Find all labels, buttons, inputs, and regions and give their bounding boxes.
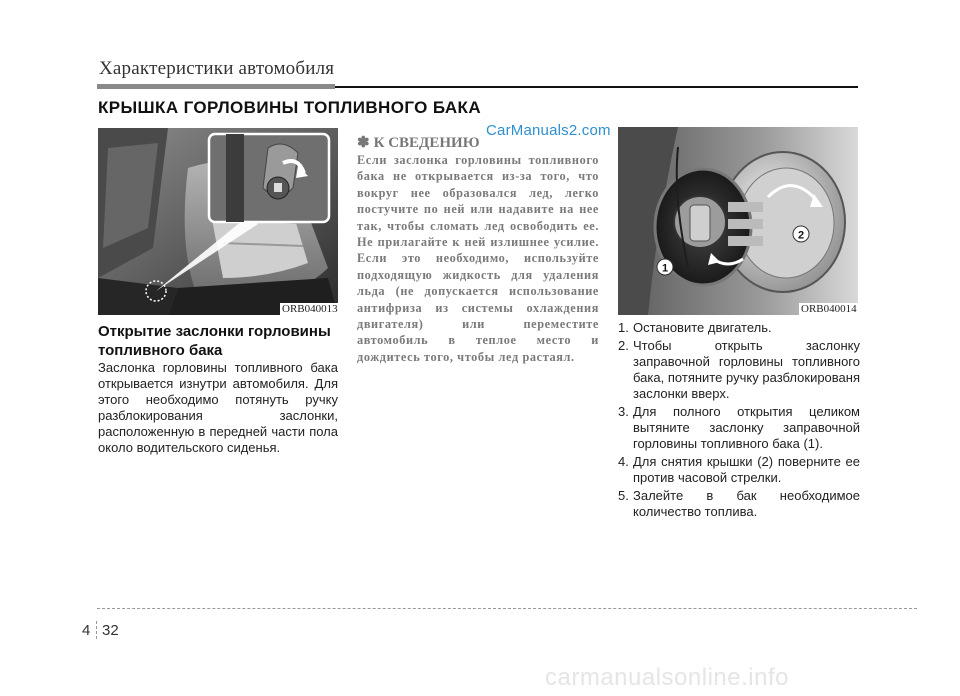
fuel-door-illustration	[618, 127, 858, 315]
callout-1: 1	[661, 262, 669, 275]
step-text: Залейте в бак необходимое количество топлива.	[633, 488, 860, 519]
step-number: 2.	[618, 338, 629, 353]
site-watermark: carmanualsonline.info	[545, 664, 789, 691]
chapter-title: Характеристики автомобиля	[99, 58, 335, 79]
step-text: Чтобы открыть заслонку заправочной горловины топливного бака, потяните ручку разблокированя заслонки вверх.	[633, 338, 860, 401]
interior-lever-illustration	[98, 128, 338, 315]
opening-description: Заслонка горловины топливного бака открывается изнутри автомобиля. Для этого необходимо потянуть ручку разблокирования заслонки, расположенную в передней части пола около водительского сиденья.	[98, 360, 338, 455]
step-number: 5.	[618, 488, 629, 503]
header-rule	[335, 86, 858, 88]
info-text: Если заслонка горловины топливного бака не открывается из-за того, что вокруг нее образовался лед, легко постучите по ней или надавите на нее так, чтобы сломать лед освободить ее. Не прилагайте к ней излишнее усилие. Если это необходимо, используйте подходящую жидкость для удаления льда (не допускается использование антифриза из системы охлаждения двигателя) или переместите автомобиль в теплое место и дождитесь того, чтобы лед растаял.	[357, 153, 599, 364]
footer-rule	[97, 608, 917, 609]
asterisk-icon: ✽	[357, 135, 370, 151]
left-photo-caption: ORB040013	[282, 303, 338, 315]
subheading-opening: Открытие заслонки горловины топливного бака	[98, 323, 331, 359]
step-text: Для снятия крышки (2) поверните ее против часовой стрелки.	[633, 454, 860, 485]
steps-list	[618, 320, 860, 522]
section-title: КРЫШКА ГОРЛОВИНЫ ТОПЛИВНОГО БАКА	[98, 98, 481, 117]
fuel-door-photo	[618, 127, 858, 315]
step-number: 1.	[618, 320, 629, 335]
info-heading	[357, 133, 480, 152]
page-separator	[96, 621, 98, 639]
list-item	[618, 338, 860, 402]
interior-lever-photo	[98, 128, 338, 315]
callout-2: 2	[797, 229, 805, 242]
list-item	[618, 320, 860, 336]
list-item	[618, 404, 860, 452]
chapter-number: 4	[82, 622, 91, 639]
step-text: Остановите двигатель.	[633, 320, 772, 335]
list-item	[618, 454, 860, 486]
info-heading-label: К СВЕДЕНИЮ	[373, 135, 480, 151]
step-number: 3.	[618, 404, 629, 419]
watermark-link[interactable]: CarManuals2.com	[486, 122, 611, 139]
step-number: 4.	[618, 454, 629, 469]
right-photo-caption: ORB040014	[801, 303, 857, 315]
header-rule-accent	[97, 84, 335, 89]
step-text: Для полного открытия целиком вытяните заслонку заправочной горловины топливного бака (1).	[633, 404, 860, 451]
page-number: 32	[102, 622, 119, 639]
list-item	[618, 488, 860, 520]
